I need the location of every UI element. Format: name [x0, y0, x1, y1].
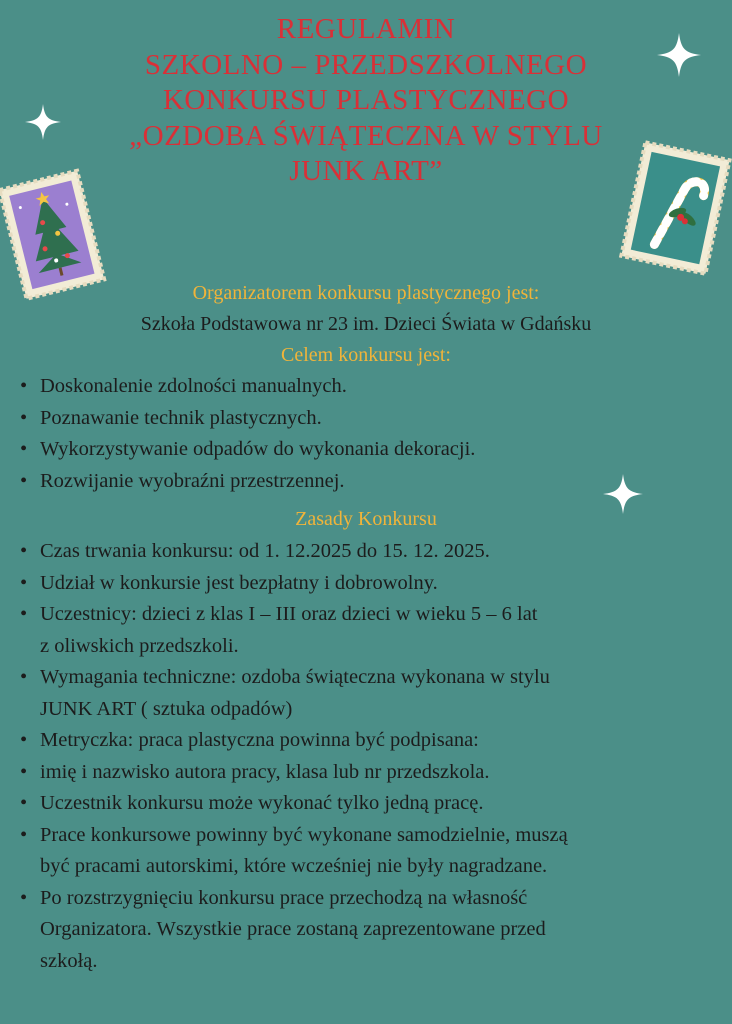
list-item-line: Organizatora. Wszystkie prace zostaną zaprezentowane przed [40, 918, 546, 940]
list-item [18, 599, 730, 662]
title-line: KONKURSU PLASTYCZNEGO [162, 84, 570, 116]
goals-heading: Celem konkursu jest: [281, 344, 451, 366]
list-item: • imię i nazwisko autora pracy, klasa lub nr przedszkola. [18, 757, 730, 789]
list-item-line: Wymagania techniczne: ozdoba świąteczna wykonana w stylu [40, 666, 550, 688]
list-item: • Poznawanie technik plastycznych. [18, 403, 730, 435]
list-item-line: z oliwskich przedszkoli. [40, 634, 239, 657]
title-line: JUNK ART” [289, 155, 443, 187]
list-item: • Doskonalenie zdolności manualnych. [18, 371, 730, 403]
list-item: • Uczestnik konkursu może wykonać tylko jedną pracę. [18, 788, 730, 820]
organizer-heading: Organizatorem konkursu plastycznego jest: [192, 282, 540, 304]
list-item: • Wykorzystywanie odpadów do wykonania dekoracji. [18, 434, 730, 466]
title-line: REGULAMIN [276, 13, 456, 45]
list-item-line: być pracami autorskimi, które wcześniej nie były nagradzane. [40, 855, 548, 877]
list-item: • Czas trwania konkursu: od 1. 12.2025 do 15. 12. 2025. [18, 536, 730, 568]
page-title [0, 12, 732, 190]
title-line: SZKOLNO – PRZEDSZKOLNEGO [144, 48, 588, 81]
list-item-line: Uczestnicy: dzieci z klas I – III oraz dzieci w wieku 5 – 6 lat [40, 603, 538, 625]
organizer-text: Szkoła Podstawowa nr 23 im. Dzieci Świata w Gdańsku [140, 313, 592, 335]
list-item-line: szkołą. [40, 949, 98, 972]
list-item [18, 820, 730, 883]
goals-list [18, 371, 730, 497]
list-item [18, 883, 730, 978]
list-item-line: Prace konkursowe powinny być wykonane samodzielnie, muszą [40, 823, 568, 846]
rules-heading: Zasady Konkursu [295, 508, 437, 530]
list-item: • Udział w konkursie jest bezpłatny i dobrowolny. [18, 568, 730, 600]
list-item [18, 662, 730, 725]
title-line: „OZDOBA ŚWIĄTECZNA W STYLU [129, 119, 603, 152]
list-item-line: JUNK ART ( sztuka odpadów) [40, 697, 293, 720]
rules-list [18, 536, 730, 977]
list-item-line: Po rozstrzygnięciu konkursu prace przechodzą na własność [40, 886, 528, 909]
list-item: • Rozwijanie wyobraźni przestrzennej. [18, 466, 730, 498]
list-item: • Metryczka: praca plastyczna powinna być podpisana: [18, 725, 730, 757]
